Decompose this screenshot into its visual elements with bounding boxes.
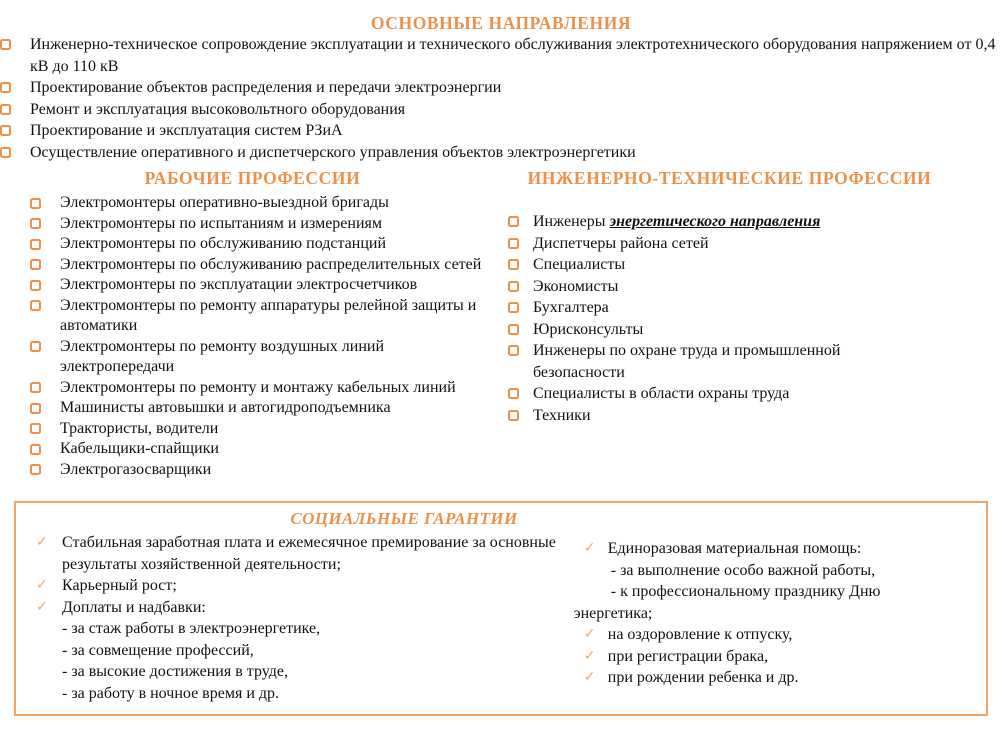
list-item-text: Электромонтеры по обслуживанию подстанций xyxy=(60,235,387,252)
list-item-text: Машинисты автовышки и автогидроподъемника xyxy=(60,399,391,416)
engineering-professions-list xyxy=(505,211,1002,426)
list-item xyxy=(508,383,932,405)
check-icon: ✓ xyxy=(36,534,48,550)
check-icon: ✓ xyxy=(583,626,596,642)
social-guarantees-title: СОЦИАЛЬНЫЕ ГАРАНТИИ xyxy=(290,509,518,528)
main-directions-list xyxy=(0,34,1002,163)
section-worker-professions xyxy=(0,167,505,480)
list-item-text: Кабельщики-спайщики xyxy=(60,440,219,457)
check-icon: ✓ xyxy=(583,669,596,685)
list-item-text: Бухгалтера xyxy=(533,299,609,316)
check-icon: ✓ xyxy=(36,598,48,615)
list-item-text: Проектирование объектов распределения и передачи электроэнергии xyxy=(30,79,502,96)
list-item xyxy=(30,419,497,440)
list-item xyxy=(0,77,1002,99)
worker-professions-list xyxy=(0,193,505,480)
list-item xyxy=(0,99,1002,121)
check-item-text: на оздоровление к отпуску, xyxy=(607,626,793,643)
list-item xyxy=(30,193,497,214)
sub-item: - за выполнение особо важной работы, xyxy=(610,561,876,579)
sub-item: - к профессиональному празднику Дню xyxy=(610,583,881,600)
list-item xyxy=(508,297,932,319)
list-item xyxy=(508,405,932,427)
sub-item: - за стаж работы в электроэнергетике, xyxy=(62,620,321,637)
square-bullet-icon xyxy=(30,423,41,434)
list-item-text: Специалисты в области охраны труда xyxy=(533,385,790,402)
check-icon: ✓ xyxy=(583,647,596,664)
list-item xyxy=(30,398,497,419)
list-item-prefix: Инженеры xyxy=(533,213,610,230)
square-bullet-icon xyxy=(508,238,519,249)
list-item-text: Диспетчеры района сетей xyxy=(533,234,709,252)
square-bullet-icon xyxy=(0,147,11,158)
check-item xyxy=(32,575,574,597)
list-item xyxy=(0,120,1002,142)
square-bullet-icon xyxy=(30,403,41,414)
square-bullet-icon xyxy=(508,324,519,335)
main-directions-title: ОСНОВНЫЕ НАПРАВЛЕНИЯ xyxy=(370,13,632,33)
square-bullet-icon xyxy=(508,388,519,399)
square-bullet-icon xyxy=(0,39,11,50)
check-item-text: Доплаты и надбавки: xyxy=(62,598,206,616)
list-item-emphasis: энергетического направления xyxy=(609,213,821,230)
square-bullet-icon xyxy=(508,302,519,313)
list-item-text: Экономисты xyxy=(533,277,619,295)
list-item-text: Юрисконсульты xyxy=(533,320,644,338)
check-item-text: Стабильная заработная плата и ежемесячное премирование за основные результаты хозяйственной деятельности; xyxy=(62,534,556,573)
square-bullet-icon xyxy=(30,239,41,250)
list-item-text: Электромонтеры по ремонту воздушных линий электропередачи xyxy=(60,337,385,375)
check-item xyxy=(574,538,986,624)
list-item-text: Электромонтеры по ремонту аппаратуры релейной защиты и автоматики xyxy=(60,296,477,334)
list-item-text: Инженеры по охране труда и промышленной безопасности xyxy=(533,342,841,381)
list-item-text: Осуществление оперативного и диспетчерского управления объектов электроэнергетики xyxy=(30,143,636,161)
square-bullet-icon xyxy=(30,300,41,311)
sub-item: - за высокие достижения в труде, xyxy=(62,663,288,680)
square-bullet-icon xyxy=(508,259,519,270)
square-bullet-icon xyxy=(30,280,41,291)
check-item-text: Единоразовая материальная помощь: xyxy=(607,540,862,557)
check-item xyxy=(574,667,986,689)
list-item xyxy=(508,340,932,383)
sub-item: - за работу в ночное время и др. xyxy=(62,684,280,702)
social-left-column xyxy=(16,532,574,704)
list-item xyxy=(30,337,497,378)
list-item-text: Электромонтеры по эксплуатации электросчетчиков xyxy=(60,276,418,293)
list-item xyxy=(508,276,932,298)
square-bullet-icon xyxy=(508,216,519,227)
section-social-guarantees xyxy=(14,501,988,716)
check-item-text: при рождении ребенка и др. xyxy=(607,669,799,686)
square-bullet-icon xyxy=(508,345,519,356)
list-item-text xyxy=(533,211,932,233)
list-item-text: Электромонтеры оперативно-выездной бригады xyxy=(60,194,389,211)
list-item xyxy=(30,296,497,337)
section-main-directions xyxy=(0,12,1002,163)
check-item-body xyxy=(62,597,574,705)
check-item xyxy=(574,646,986,668)
list-item xyxy=(508,254,932,276)
list-item xyxy=(30,439,497,460)
list-item xyxy=(30,234,497,255)
social-guarantees-columns xyxy=(16,532,986,704)
engineering-professions-title: ИНЖЕНЕРНО-ТЕХНИЧЕСКИЕ ПРОФЕССИИ xyxy=(527,168,932,188)
square-bullet-icon xyxy=(0,104,11,115)
check-item xyxy=(32,532,574,575)
list-item xyxy=(30,378,497,399)
check-icon: ✓ xyxy=(583,540,596,556)
list-item-text: Трактористы, водители xyxy=(60,419,219,437)
list-item xyxy=(0,34,1002,77)
square-bullet-icon xyxy=(30,259,41,270)
list-item-text: Проектирование и эксплуатация систем РЗиА xyxy=(30,122,343,139)
square-bullet-icon xyxy=(508,410,519,421)
list-item xyxy=(508,211,932,233)
square-bullet-icon xyxy=(0,82,11,93)
check-icon: ✓ xyxy=(36,577,48,593)
square-bullet-icon xyxy=(30,341,41,352)
list-item-text: Специалисты xyxy=(533,256,626,273)
square-bullet-icon xyxy=(30,198,41,209)
list-item xyxy=(0,142,1002,164)
check-item-text: Карьерный рост; xyxy=(62,577,177,594)
check-item-text: при регистрации брака, xyxy=(607,647,769,665)
list-item xyxy=(30,255,497,276)
list-item-text: Электромонтеры по ремонту и монтажу кабельных линий xyxy=(60,378,456,396)
worker-professions-title: РАБОЧИЕ ПРОФЕССИИ xyxy=(144,168,361,188)
sub-item: - за совмещение профессий, xyxy=(62,641,254,659)
list-item-text: Инженерно-техническое сопровождение эксплуатации и технического обслуживания электротехнического оборудования напряжением от 0,4 кВ до 110 кВ xyxy=(30,36,996,75)
square-bullet-icon xyxy=(0,125,11,136)
square-bullet-icon xyxy=(508,281,519,292)
social-right-column xyxy=(574,532,986,704)
list-item-text: Электромонтеры по испытаниям и измерениям xyxy=(60,214,383,232)
list-item-text: Электрогазосварщики xyxy=(60,460,212,478)
check-item xyxy=(32,597,574,705)
list-item-text: Техники xyxy=(533,406,591,424)
list-item xyxy=(508,319,932,341)
check-item-body xyxy=(573,538,986,624)
list-item xyxy=(30,460,497,481)
section-engineering-professions xyxy=(505,167,1002,480)
square-bullet-icon xyxy=(30,218,41,229)
list-item xyxy=(30,214,497,235)
professions-columns xyxy=(0,167,1002,480)
square-bullet-icon xyxy=(30,382,41,393)
check-item xyxy=(574,624,986,646)
list-item xyxy=(508,233,932,255)
sub-item-continuation: энергетика; xyxy=(573,604,653,622)
list-item xyxy=(30,275,497,296)
square-bullet-icon xyxy=(30,444,41,455)
list-item-text: Электромонтеры по обслуживанию распределительных сетей xyxy=(60,255,482,273)
list-item-text: Ремонт и эксплуатация высоковольтного оборудования xyxy=(30,100,406,118)
square-bullet-icon xyxy=(30,464,41,475)
